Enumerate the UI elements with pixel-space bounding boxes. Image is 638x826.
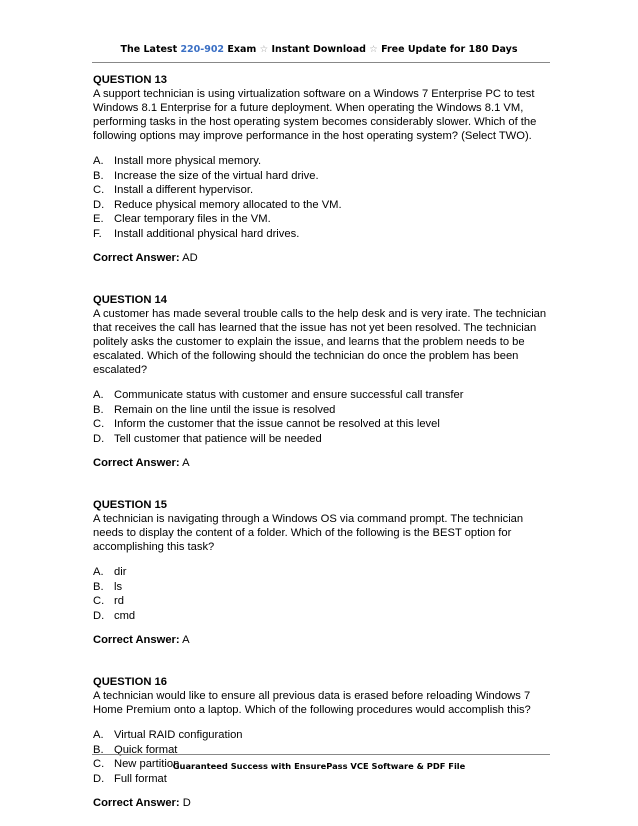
option-letter: A. (93, 389, 104, 401)
page-footer: Guaranteed Success with EnsurePass VCE Software & PDF File (172, 761, 466, 771)
answer-label: Correct Answer: (93, 797, 180, 809)
option-item (93, 609, 549, 624)
star-icon: ☆ (369, 44, 378, 55)
option-item (93, 403, 549, 418)
option-letter: D. (93, 432, 105, 445)
option-item (93, 212, 549, 227)
option-letter: D. (93, 609, 105, 622)
options-list (93, 154, 549, 241)
option-letter: C. (93, 595, 105, 607)
option-text: Reduce physical memory allocated to the VM. (114, 198, 342, 211)
option-text: dir (114, 566, 127, 578)
correct-answer (93, 633, 549, 647)
question-text: A technician is navigating through a Windows OS via command prompt. The technician needs to display the content of a folder. Which of the following is the BEST option for accomplishing this task? (93, 513, 524, 553)
option-item (93, 169, 549, 184)
option-text: Increase the size of the virtual hard drive. (114, 169, 319, 182)
option-text: Quick format (114, 743, 178, 756)
question-text: A support technician is using virtualization software on a Windows 7 Enterprise PC to test Windows 8.1 Enterprise for a future deployment. When operating the Windows 8.1 VM, performing tasks in the host operating system becomes considerably slower. Which of the following options may improve performance in the host operating system? (Select TWO). (93, 88, 537, 142)
option-text: Install additional physical hard drives. (114, 227, 300, 240)
option-item (93, 154, 549, 169)
options-list (93, 388, 549, 446)
question-title: QUESTION 15 (93, 499, 167, 511)
answer-value: A (182, 634, 190, 646)
options-list (93, 565, 549, 623)
question-15 (93, 498, 549, 647)
question-text: A technician would like to ensure all previous data is erased before reloading Windows 7 Home Premium onto a laptop. Which of the following procedures would accomplish this? (93, 690, 531, 716)
correct-answer (93, 251, 549, 265)
option-item (93, 432, 549, 447)
answer-value: AD (182, 252, 198, 264)
option-item (93, 227, 549, 242)
correct-answer (93, 796, 549, 810)
option-letter: B. (93, 169, 104, 182)
option-text: Install more physical memory. (114, 155, 262, 167)
correct-answer (93, 456, 549, 470)
option-item (93, 580, 549, 595)
option-item (93, 772, 549, 787)
header-exam: Exam (227, 44, 257, 55)
option-text: Communicate status with customer and ensure successful call transfer (114, 389, 464, 401)
option-item (93, 183, 549, 198)
answer-label: Correct Answer: (93, 457, 180, 469)
question-16 (93, 675, 549, 810)
option-letter: D. (93, 198, 105, 211)
question-text: A customer has made several trouble calls to the help desk and is very irate. The technician that receives the call has learned that the issue has not yet been resolved. The technician politely asks the customer to explain the issue, and learns that the problem needs to be escalated. Which of the following should the technician do once the problem has been escalated? (93, 308, 547, 376)
header-divider (92, 62, 550, 63)
question-title: QUESTION 14 (93, 294, 167, 306)
option-item (93, 198, 549, 213)
option-letter: B. (93, 580, 104, 593)
question-13 (93, 73, 549, 265)
option-letter: B. (93, 743, 104, 756)
answer-label: Correct Answer: (93, 252, 180, 264)
star-icon: ☆ (259, 44, 269, 55)
option-item (93, 594, 549, 609)
option-text: New partition (114, 758, 180, 770)
option-text: cmd (114, 609, 136, 622)
option-item (93, 565, 549, 580)
option-text: Virtual RAID configuration (114, 729, 243, 741)
option-letter: A. (93, 566, 104, 578)
option-letter: A. (93, 729, 104, 741)
question-title: QUESTION 16 (93, 676, 167, 688)
option-text: Inform the customer that the issue cannot be resolved at this level (114, 418, 440, 430)
option-text: Install a different hypervisor. (114, 184, 254, 196)
question-title: QUESTION 13 (93, 74, 167, 86)
option-text: Full format (114, 772, 167, 785)
exam-code: 220-902 (180, 44, 225, 55)
option-letter: A. (93, 155, 104, 167)
option-letter: F. (93, 227, 102, 240)
option-text: Remain on the line until the issue is resolved (114, 403, 336, 416)
option-text: ls (114, 580, 123, 593)
question-14 (93, 293, 549, 470)
option-item (93, 417, 549, 432)
option-text: Clear temporary files in the VM. (114, 213, 271, 225)
header-update: Free Update for 180 Days (381, 44, 518, 55)
option-letter: B. (93, 403, 104, 416)
option-text: rd (114, 595, 124, 607)
option-letter: C. (93, 184, 105, 196)
header-download: Instant Download (271, 44, 366, 55)
header-prefix: The Latest (120, 44, 178, 55)
answer-value: D (182, 797, 191, 809)
option-text: Tell customer that patience will be needed (114, 432, 322, 445)
option-item (93, 728, 549, 743)
page-header (0, 44, 638, 55)
option-letter: C. (93, 758, 105, 770)
option-letter: D. (93, 772, 105, 785)
option-item (93, 388, 549, 403)
option-letter: E. (93, 213, 104, 225)
answer-value: A (182, 457, 190, 469)
option-letter: C. (93, 418, 105, 430)
answer-label: Correct Answer: (93, 634, 180, 646)
options-list (93, 728, 549, 786)
questions-container (93, 73, 549, 810)
footer-divider (92, 754, 550, 755)
